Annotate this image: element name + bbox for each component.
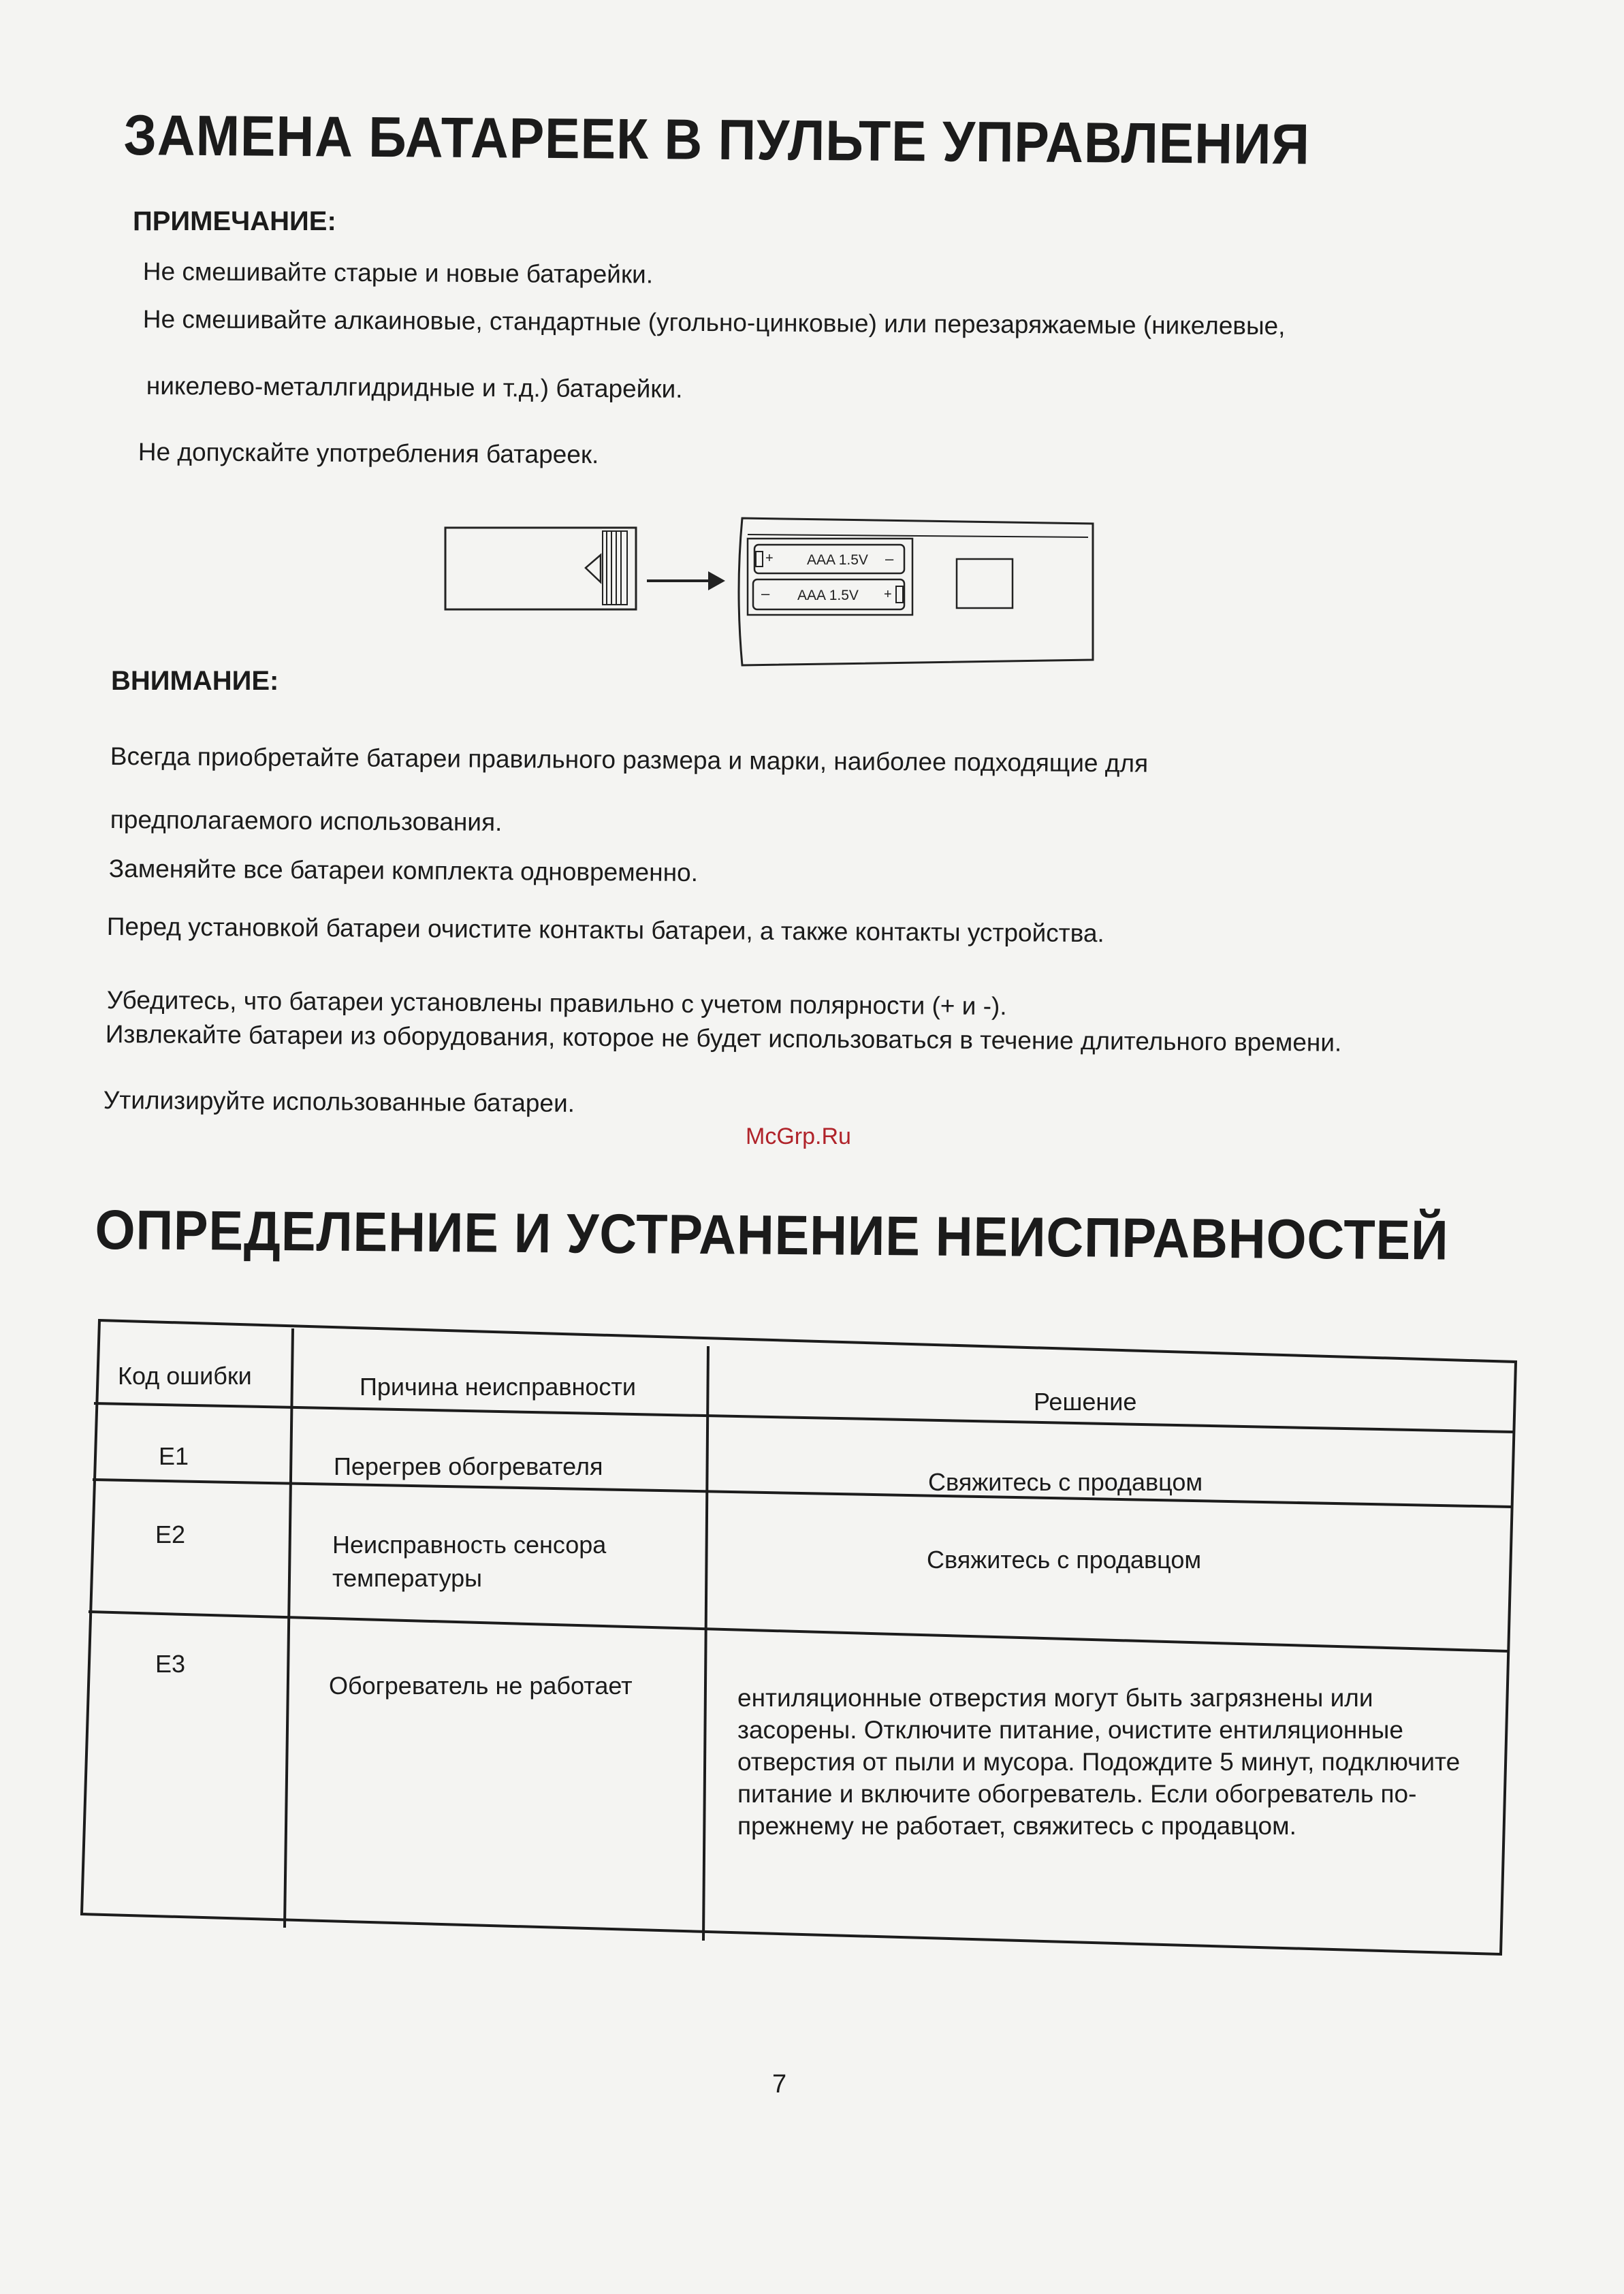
page-number: 7 — [772, 2070, 787, 2099]
warning-line: Всегда приобретайте батареи правильного размера и марки, наиболее подходящие для — [110, 742, 1149, 778]
battery-section-title: ЗАМЕНА БАТАРЕЕК В ПУЛЬТЕ УПРАВЛЕНИЯ — [123, 102, 1311, 176]
row-e1-code: E1 — [159, 1442, 189, 1470]
source-watermark: McGrp.Ru — [746, 1124, 851, 1149]
warning-line: предполагаемого использования. — [110, 806, 503, 837]
note-line: никелево-металлгидридные и т.д.) батарейки. — [146, 372, 683, 403]
warning-line: Убедитесь, что батареи установлены правильно с учетом полярности (+ и -). — [106, 986, 1007, 1021]
battery-2-label: AAA 1.5V — [797, 588, 859, 603]
row-e2-cause: Неисправность сенсора температуры — [332, 1531, 607, 1592]
battery-2-minus: – — [761, 585, 770, 602]
header-cause: Причина неисправности — [360, 1373, 636, 1401]
note-heading: ПРИМЕЧАНИЕ: — [133, 206, 336, 236]
battery-1-label: AAA 1.5V — [807, 552, 868, 568]
row-e3-code: E3 — [155, 1650, 186, 1678]
battery-2-plus: + — [884, 587, 892, 602]
row-e3-solution: ентиляционные отверстия могут быть загрязнены или засорены. Отключите питание, очистите ентиляционные отверстия от пыли и мусора. Подождите 5 минут, подключите питание и включите обогреватель. Если обогреватель по-прежнему не работает, свяжитесь с продавцом. — [737, 1684, 1461, 1840]
warning-line: Перед установкой батареи очистите контакты батареи, а также контакты устройства. — [106, 912, 1104, 948]
warning-line: Извлекайте батареи из оборудования, которое не будет использоваться в течение длительного времени. — [105, 1020, 1342, 1057]
note-line: Не смешивайте алкаиновые, стандартные (угольно-цинковые) или перезаряжаемые (никелевые, — [142, 305, 1286, 340]
warning-line: Заменяйте все батареи комплекта одновременно. — [108, 855, 699, 887]
battery-replacement-illustration — [443, 514, 1096, 678]
row-e2-solution: Свяжитесь с продавцом — [927, 1546, 1202, 1574]
warning-line: Утилизируйте использованные батареи. — [103, 1086, 575, 1117]
error-code-table — [80, 1318, 1520, 1958]
header-error-code: Код ошибки — [118, 1362, 252, 1390]
row-e2-code: E2 — [155, 1520, 186, 1548]
note-line: Не допускайте употребления батареек. — [138, 438, 599, 469]
warning-heading: ВНИМАНИЕ: — [111, 666, 279, 696]
troubleshooting-title: ОПРЕДЕЛЕНИЕ И УСТРАНЕНИЕ НЕИСПРАВНОСТЕЙ — [95, 1199, 1449, 1272]
battery-1-minus: – — [885, 550, 894, 567]
battery-1-plus: + — [765, 551, 774, 566]
row-e1-solution: Свяжитесь с продавцом — [928, 1468, 1203, 1496]
row-e1-cause: Перегрев обогревателя — [334, 1452, 603, 1480]
note-line: Не смешивайте старые и новые батарейки. — [142, 257, 654, 289]
header-solution: Решение — [1034, 1388, 1137, 1416]
row-e3-cause: Обогреватель не работает — [329, 1672, 633, 1700]
